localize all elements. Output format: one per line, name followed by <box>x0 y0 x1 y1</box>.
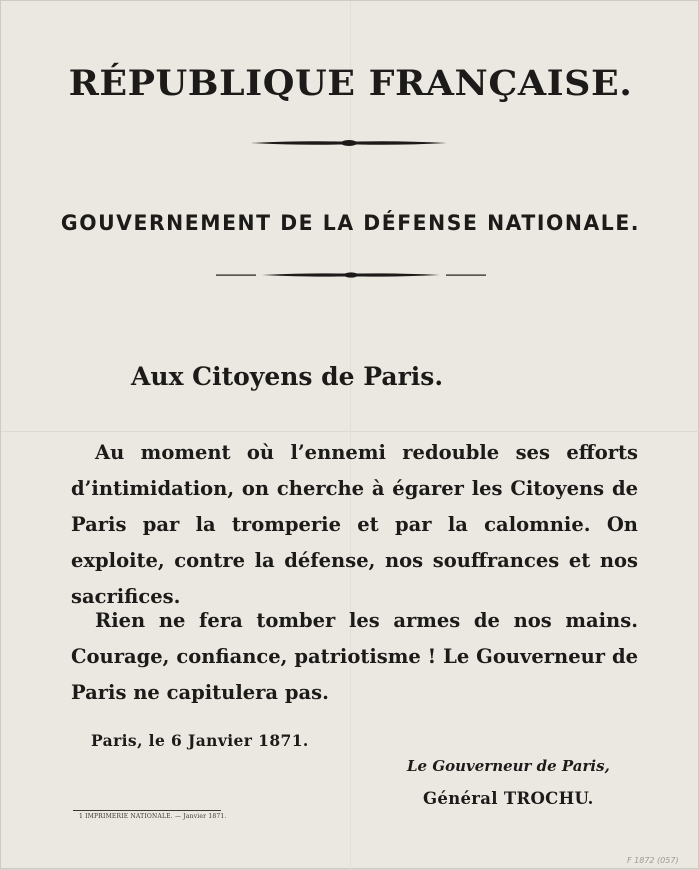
poster-title: RÉPUBLIQUE FRANÇAISE. <box>68 63 633 104</box>
body-paragraph: Au moment où l’ennemi redouble ses efforts d’intimidation, on cherche à égarer les Citoyens de Paris par la tromperie et par la calomnie. On exploite, contre la défense, nos souffrances et nos sacrifices. <box>71 441 638 608</box>
imprint-rule <box>73 810 221 811</box>
printer-imprint: 1 IMPRIMERIE NATIONALE. — Janvier 1871. <box>79 813 227 820</box>
signature-title: Le Gouverneur de Paris, <box>407 757 610 775</box>
body-paragraph: Rien ne fera tomber les armes de nos mains. Courage, confiance, patriotisme ! Le Gouverneur de Paris ne capitulera pas. <box>71 609 638 704</box>
address-heading: Aux Citoyens de Paris. <box>131 362 444 391</box>
date-line: Paris, le 6 Janvier 1871. <box>91 731 309 750</box>
ornament-rule-middle <box>216 269 486 281</box>
poster-subtitle: GOUVERNEMENT DE LA DÉFENSE NATIONALE. <box>60 211 641 235</box>
ornament-rule-top <box>249 137 449 149</box>
archive-shelfmark: F 1872 (057) <box>627 856 679 865</box>
signature-name: Général TROCHU. <box>423 789 594 808</box>
